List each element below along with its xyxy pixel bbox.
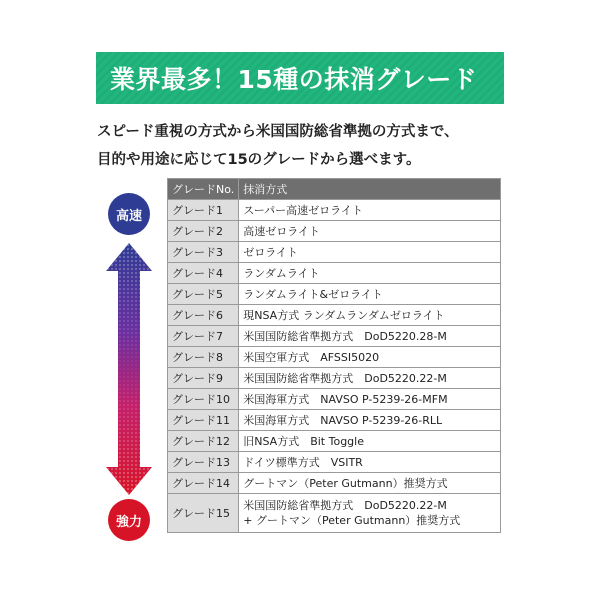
grade-cell: グレード2: [168, 221, 239, 242]
table-row: [168, 305, 501, 326]
header-grade-no: グレードNo.: [168, 179, 239, 200]
method-cell: [239, 452, 501, 473]
grade-cell: グレード14: [168, 473, 239, 494]
method-cell: [239, 305, 501, 326]
table-row: [168, 263, 501, 284]
grade-cell: グレード11: [168, 410, 239, 431]
method-line: 現NSA方式 ランダムランダムゼロライト: [243, 308, 445, 322]
method-cell: [239, 263, 501, 284]
method-line: 米国海軍方式 NAVSO P-5239-26-RLL: [243, 413, 443, 427]
grade-cell: グレード15: [168, 494, 239, 533]
title-banner: [96, 52, 504, 104]
method-line: 高速ゼロライト: [243, 224, 320, 238]
grade-cell: グレード4: [168, 263, 239, 284]
method-line: スーパー高速ゼロライト: [243, 203, 363, 217]
method-line: グートマン（Peter Gutmann）推奨方式: [243, 476, 448, 490]
method-line: 旧NSA方式 Bit Toggle: [243, 434, 364, 448]
method-cell: [239, 368, 501, 389]
double-arrow-icon: [106, 243, 152, 495]
grade-cell: グレード8: [168, 347, 239, 368]
method-cell: [239, 431, 501, 452]
table-row: [168, 410, 501, 431]
grade-cell: グレード3: [168, 242, 239, 263]
grade-cell: グレード9: [168, 368, 239, 389]
method-line: ドイツ標準方式 VSITR: [243, 455, 363, 469]
method-line: 米国空軍方式 AFSSI5020: [243, 350, 380, 364]
method-line: + グートマン（Peter Gutmann）推奨方式: [243, 514, 461, 527]
fast-badge: 高速: [108, 193, 150, 235]
table-row: [168, 221, 501, 242]
table-row: [168, 200, 501, 221]
method-cell: [239, 221, 501, 242]
strong-badge: 強力: [108, 499, 150, 541]
table-header-row: [168, 179, 501, 200]
method-cell: [239, 284, 501, 305]
method-line: 米国海軍方式 NAVSO P-5239-26-MFM: [243, 392, 448, 406]
method-cell: [239, 389, 501, 410]
table-row: [168, 389, 501, 410]
grade-cell: グレード1: [168, 200, 239, 221]
speed-strength-scale: [106, 193, 152, 545]
intro-line-1: スピード重視の方式から米国国防総省準拠の方式まで、: [97, 124, 459, 140]
grade-cell: グレード12: [168, 431, 239, 452]
method-line: ランダムライト&ゼロライト: [243, 287, 383, 301]
table-row: [168, 473, 501, 494]
method-line: 米国国防総省準拠方式 DoD5220.22-M: [243, 371, 447, 385]
grade-cell: グレード10: [168, 389, 239, 410]
table-row: [168, 326, 501, 347]
table-body: [168, 200, 501, 533]
method-cell: [239, 473, 501, 494]
method-line: ゼロライト: [243, 245, 298, 259]
method-cell: [239, 494, 501, 533]
intro-text: [97, 118, 517, 174]
erase-grade-table: [167, 178, 501, 533]
banner-title: 業界最多！15種の抹消グレード: [110, 65, 478, 94]
method-cell: [239, 410, 501, 431]
method-cell: [239, 242, 501, 263]
method-line: 米国国防総省準拠方式 DoD5220.22-M: [243, 499, 447, 512]
grade-cell: グレード6: [168, 305, 239, 326]
method-line: ランダムライト: [243, 266, 320, 280]
method-cell: [239, 326, 501, 347]
table-row: [168, 242, 501, 263]
table-row: [168, 284, 501, 305]
table-row: [168, 368, 501, 389]
header-erase-method: 抹消方式: [239, 179, 501, 200]
intro-line-2: 目的や用途に応じて15のグレードから選べます。: [97, 152, 421, 168]
table-row: [168, 347, 501, 368]
grade-cell: グレード7: [168, 326, 239, 347]
grade-cell: グレード13: [168, 452, 239, 473]
method-line: 米国国防総省準拠方式 DoD5220.28-M: [243, 329, 447, 343]
method-cell: [239, 200, 501, 221]
table-row: [168, 452, 501, 473]
grade-cell: グレード5: [168, 284, 239, 305]
table-row: [168, 494, 501, 533]
table-row: [168, 431, 501, 452]
method-cell: [239, 347, 501, 368]
